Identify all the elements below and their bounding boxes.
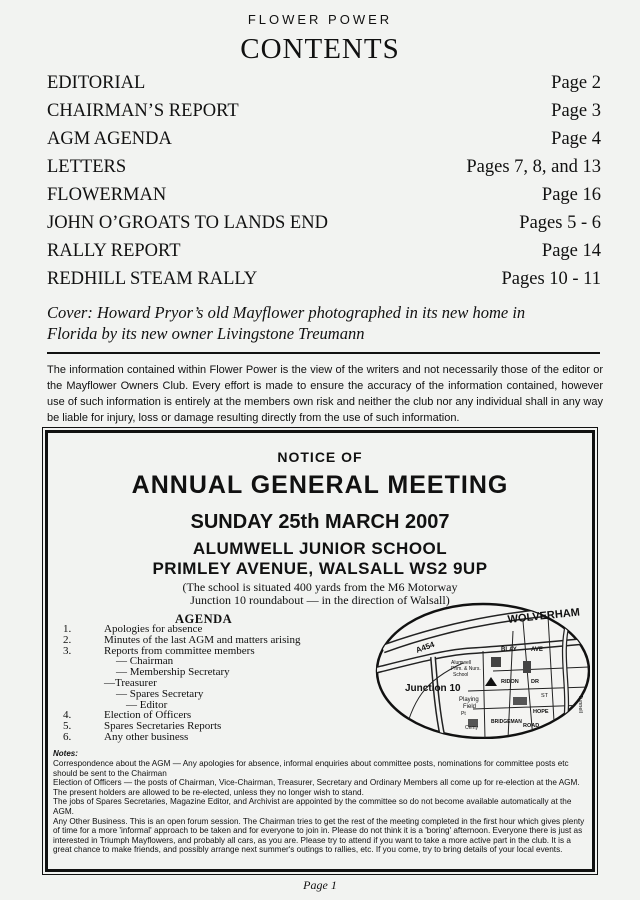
location-line: Junction 10 roundabout — in the direction of Walsall) (190, 593, 450, 607)
agenda-text: — Chairman (116, 655, 174, 668)
toc-title: CHAIRMAN’S REPORT (47, 101, 239, 121)
cover-caption-line: Cover: Howard Pryor’s old Mayflower photographed in its new home in (47, 303, 526, 322)
map-label: ST (541, 693, 549, 699)
notice-of: NOTICE OF (277, 449, 363, 465)
agenda-item (63, 678, 373, 689)
location-line: (The school is situated 400 yards from the M6 Motorway (182, 580, 458, 594)
agenda-number: 2. (63, 633, 72, 646)
toc-page: Page 2 (551, 73, 601, 93)
agenda-number: 5. (63, 720, 72, 733)
note-paragraph: The jobs of Spares Secretaries, Magazine Editor, and Archivist are appointed by the committee so do not become available automatically at the AGM. (53, 797, 572, 816)
toc-title: LETTERS (47, 157, 127, 177)
agm-address: PRIMLEY AVENUE, WALSALL WS2 9UP (152, 559, 488, 578)
agenda-list (63, 624, 373, 743)
agenda-text: Reports from committee members (104, 644, 255, 657)
map-block (523, 661, 531, 673)
toc-page: Pages 10 - 11 (501, 269, 601, 289)
agenda-number: 1. (63, 623, 72, 635)
cover-caption-line: Florida by its new owner Livingstone Treumann (47, 324, 365, 343)
map-label: Junction 10 (405, 683, 461, 694)
map-label: AVE (531, 647, 543, 653)
notes-label: Notes: (53, 749, 78, 758)
agenda-item (63, 646, 373, 657)
map-label: School (453, 672, 469, 678)
location-map (373, 601, 590, 739)
agenda-number (63, 678, 104, 689)
disclaimer: The information contained within Flower Power is the view of the writers and not necessarily those of the editor or the Mayflower Owners Club. Every effort is made to ensure the accuracy of the information contained, however use of such information is entirely at the members own risk and neither the club nor any individual shall in any way be liable for injury, loss or damage resulting directly from the use of such information. (47, 364, 603, 424)
map-label: WOLVERHAM (507, 606, 581, 626)
page-number: Page 1 (303, 878, 337, 892)
map-label: DR (531, 679, 539, 685)
map-label: A454 (414, 639, 436, 655)
notes (53, 759, 587, 855)
toc-title: REDHILL STEAM RALLY (47, 269, 258, 289)
toc-page: Page 3 (551, 101, 601, 121)
toc-row (47, 73, 601, 94)
agenda-text: Any other business (104, 730, 189, 743)
agenda-text: — Editor (126, 698, 168, 711)
note-paragraph: Any Other Business. This is an open forum session. The Chairman tries to get the rest of the meeting completed in the first hour which gives plenty of time for a more 'informal' approach to be taken and for everyone to join in. Please do not think it is a 'boring' afternoon. Everyone there is just as interested in Triumph Mayflowers, and probably all cars, as you are. Please try to attend if you want to take a more active part in the club. It is a great chance to make friends, and possibly arrange next summer's outings to rallies, etc. If you come, try to bring details of your local events. (53, 816, 585, 855)
agenda-text: Election of Officers (104, 709, 192, 722)
toc-row (47, 241, 601, 262)
agm-venue: ALUMWELL JUNIOR SCHOOL (192, 539, 448, 558)
agenda-number (63, 689, 104, 700)
agenda-number: 6. (63, 730, 72, 743)
map-label: Field (463, 704, 477, 710)
agenda-title: AGENDA (175, 612, 233, 626)
agenda-item (63, 635, 373, 646)
agenda-number: 3. (63, 644, 72, 657)
map-label: Alumwell (451, 660, 472, 666)
map-block (513, 697, 527, 705)
agenda-number: 4. (63, 709, 72, 722)
map-label: BRIDGEMAN (491, 719, 522, 725)
toc-title: JOHN O’GROATS TO LANDS END (47, 213, 328, 233)
map-label: BLAY (501, 647, 517, 653)
toc-row (47, 269, 601, 290)
map-block (491, 657, 501, 667)
cover-caption (47, 302, 601, 344)
toc-title: AGM AGENDA (47, 129, 172, 149)
agm-heading: ANNUAL GENERAL MEETING (131, 471, 509, 499)
toc-title: RALLY REPORT (47, 241, 181, 261)
toc-page: Page 16 (541, 185, 601, 205)
toc-row (47, 101, 601, 122)
toc-title: FLOWERMAN (47, 185, 167, 205)
map-label: Tunnell (577, 695, 583, 713)
toc-page: Pages 7, 8, and 13 (466, 157, 601, 177)
agenda-text: Spares Secretaries Reports (104, 720, 222, 733)
map-label: ROAD (523, 723, 540, 729)
agenda-text: — Spares Secretary (116, 687, 204, 700)
agenda-number (63, 656, 104, 667)
toc-page: Pages 5 - 6 (519, 213, 601, 233)
agenda-text: Apologies for absence (104, 623, 203, 635)
page-title: CONTENTS (240, 33, 400, 65)
agm-notice (45, 430, 595, 872)
toc-row (47, 157, 601, 178)
map-label: Pt (461, 711, 466, 717)
map-label: Prim. & Nurs. (451, 666, 481, 672)
agm-date: SUNDAY 25th MARCH 2007 (190, 511, 450, 533)
note-paragraph: Election of Officers — the posts of Chairman, Vice-Chairman, Treasurer, Secretary and Ordinary Members all come up for re-election at the AGM. The present holders are allowed to be re-elected, unless they no longer wish to stand. (53, 778, 580, 797)
map-label: HOPE (533, 709, 549, 715)
agenda-text: — Membership Secretary (116, 666, 230, 679)
note-paragraph: Correspondence about the AGM — Any apologies for absence, informal enquiries about committee posts, nominations for committee posts etc should be sent to the Chairman (53, 759, 569, 778)
toc-title: EDITORIAL (47, 73, 146, 93)
agenda-text: Minutes of the last AGM and matters arising (104, 633, 301, 646)
agenda-item (63, 689, 373, 700)
toc-row (47, 129, 601, 150)
toc-page: Page 14 (541, 241, 601, 261)
agenda-text: —Treasurer (104, 676, 157, 689)
magazine-name: FLOWER POWER (247, 12, 393, 27)
toc-row (47, 185, 601, 206)
toc-row (47, 213, 601, 234)
toc-page: Page 4 (551, 129, 601, 149)
map-label: RIDON (501, 679, 519, 685)
map-label: Cemy (465, 725, 479, 731)
map-label: Playing (459, 697, 479, 703)
agenda-number (63, 667, 104, 678)
agenda-item (63, 732, 373, 743)
divider (47, 352, 600, 354)
